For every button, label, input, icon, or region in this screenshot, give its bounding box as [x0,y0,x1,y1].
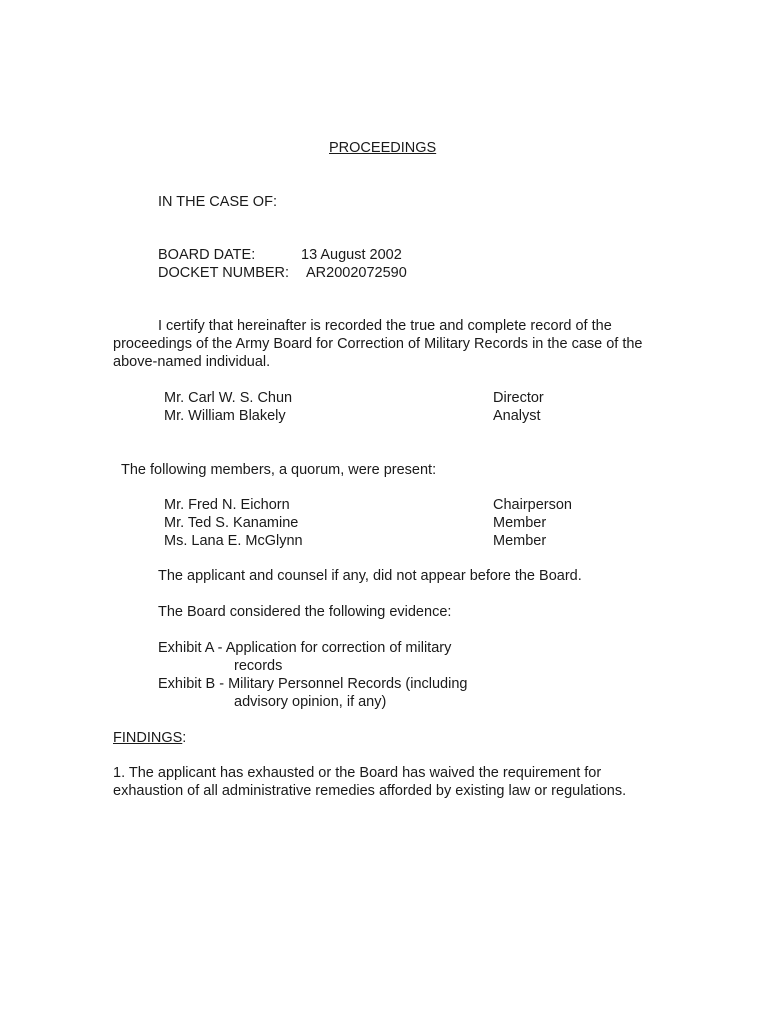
member-name: Mr. Fred N. Eichorn [164,497,290,513]
member-name: Ms. Lana E. McGlynn [164,533,303,549]
members-intro: The following members, a quorum, were present: [121,462,437,478]
staff-role: Director [493,390,544,406]
member-role: Member [493,533,547,549]
evidence-intro: The Board considered the following evidence: [158,604,452,620]
member-name: Mr. Ted S. Kanamine [164,515,299,531]
appearance-statement: The applicant and counsel if any, did not appear before the Board. [158,568,582,584]
member-role: Member [493,515,547,531]
staff-name: Mr. Carl W. S. Chun [164,390,293,406]
staff-name: Mr. William Blakely [164,408,286,424]
exhibit-line: Exhibit B - Military Personnel Records (including [158,676,468,692]
case-label: IN THE CASE OF: [158,194,277,210]
staff-role: Analyst [493,408,541,424]
exhibit-line: Exhibit A - Application for correction of military [158,640,452,656]
docket-number-value: AR2002072590 [306,265,407,281]
page-title: PROCEEDINGS [329,140,437,156]
board-date-label: BOARD DATE: [158,247,256,263]
findings-heading-text: FINDINGS [113,730,183,746]
board-date-value: 13 August 2002 [301,247,402,263]
exhibit-continuation: records [234,658,283,674]
findings-heading [113,729,186,747]
docket-number-label: DOCKET NUMBER: [158,265,290,281]
exhibit-continuation: advisory opinion, if any) [234,694,387,710]
member-role: Chairperson [493,497,572,513]
findings-heading-colon: : [182,730,187,746]
finding-paragraph: 1. The applicant has exhausted or the Board has waived the requirement for exhaustion of all administrative remedies afforded by existing law or regulations. [113,765,627,799]
certification-paragraph: I certify that hereinafter is recorded the true and complete record of the proceedings of the Army Board for Correction of Military Records in the case of the above-named individual. [113,318,643,370]
